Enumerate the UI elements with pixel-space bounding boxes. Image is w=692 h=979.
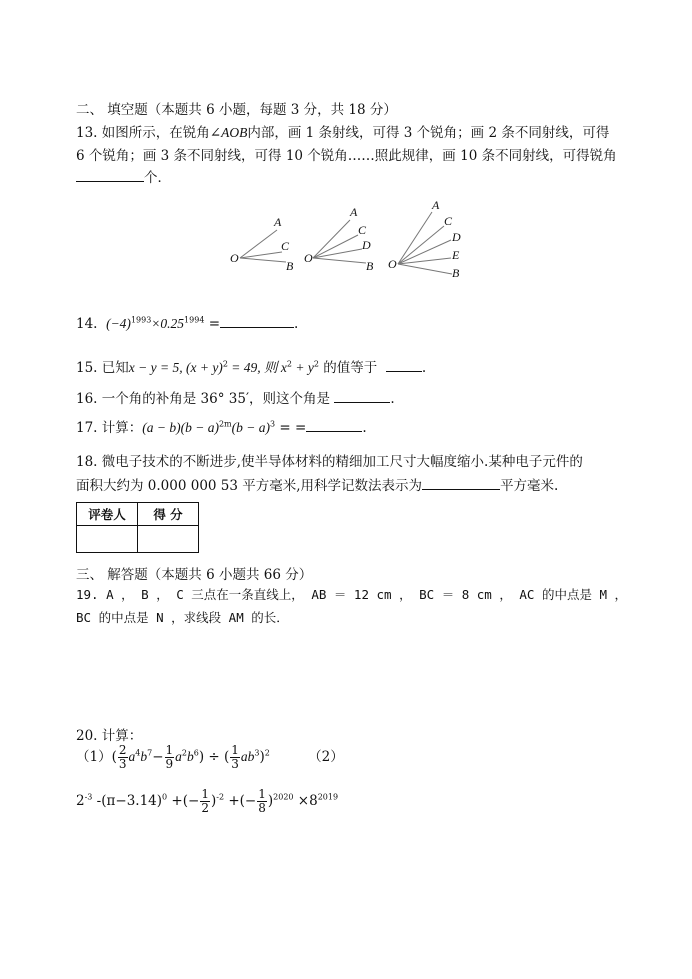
q18-post: 平方毫米. bbox=[500, 478, 559, 494]
q15-end: . bbox=[421, 360, 427, 376]
q20-p1-t1: a bbox=[128, 749, 136, 764]
fig3-label-d: D bbox=[452, 230, 461, 244]
frac-numerator: 2 bbox=[118, 743, 127, 757]
q20-p1-frac3 bbox=[230, 744, 240, 771]
frac-denominator: 2 bbox=[201, 801, 209, 815]
fig1-label-c: C bbox=[281, 239, 290, 253]
q20-p1-t2e: 2 bbox=[181, 748, 187, 758]
q19-line1: 19. A ， B ， C 三点在一条直线上， AB ＝ 12 cm ， BC ＝ 8 cm ， AC 的中点是 M ， bbox=[76, 587, 628, 602]
q17-expr2: (b − a) bbox=[231, 420, 271, 435]
q20-p2-d: +(− bbox=[224, 793, 257, 809]
fig3-ray-oe bbox=[398, 258, 451, 264]
q14-base: (−4) bbox=[106, 316, 131, 331]
q15 bbox=[76, 356, 426, 376]
frac-denominator: 9 bbox=[165, 757, 174, 771]
fig3-ray-oc bbox=[398, 226, 444, 264]
q18-line1: 18. 微电子技术的不断进步,使半导体材料的精细加工尺寸大幅度缩小.某种电子元件的 bbox=[76, 454, 583, 470]
q20-p1-minus: − bbox=[152, 749, 164, 765]
q13-figure bbox=[226, 198, 476, 284]
q17-pre: 17. 计算： bbox=[76, 420, 143, 436]
q13-tail: 个． bbox=[144, 170, 171, 186]
q17-end: . bbox=[362, 420, 367, 436]
q17-exp1: 2m bbox=[218, 419, 232, 429]
frac-numerator: 1 bbox=[201, 787, 209, 801]
score-cell-score[interactable] bbox=[138, 526, 199, 553]
q19-line2: BC 的中点是 N ，求线段 AM 的长． bbox=[76, 610, 289, 625]
q15-expr: x − y = 5, (x + y) bbox=[128, 360, 223, 375]
q20-p2-frac2 bbox=[257, 788, 267, 815]
q20-p1-t2b: b bbox=[186, 749, 194, 764]
q20-p2-ce: ) bbox=[210, 793, 217, 809]
q20-p1-t2be: 6 bbox=[193, 748, 199, 758]
q14-number: 14. bbox=[76, 316, 98, 332]
frac-numerator: 1 bbox=[258, 787, 266, 801]
q20-part1 bbox=[76, 744, 344, 771]
q16-answer-blank[interactable] bbox=[334, 389, 390, 403]
q20-part2 bbox=[76, 788, 338, 815]
q20-p2-de: ) bbox=[267, 793, 274, 809]
fig2-ray-ob bbox=[313, 258, 366, 263]
section2-heading: 二、 填空题（本题共 6 小题，每题 3 分，共 18 分） bbox=[76, 102, 397, 118]
q20-p2-frac1 bbox=[200, 788, 210, 815]
fig3-ray-ob bbox=[398, 264, 452, 274]
q13-angle: AOB bbox=[221, 125, 248, 140]
q13-text-b: 内部，画 1 条射线，可得 3 个锐角；画 2 条不同射线，可得 bbox=[247, 125, 610, 141]
fig1-label-a: A bbox=[274, 215, 282, 229]
q20-p2-e: ×8 bbox=[293, 793, 318, 809]
score-table bbox=[76, 502, 199, 553]
q15-sq2: 2 bbox=[286, 359, 292, 369]
q20-p1-sq: 2 bbox=[264, 748, 270, 758]
fig1-label-b: B bbox=[286, 259, 294, 273]
score-header-grader: 评卷人 bbox=[77, 503, 138, 526]
fig2-label-d: D bbox=[362, 238, 371, 252]
fig1-ray-ob bbox=[240, 258, 286, 262]
q14-exp1: 1993 bbox=[130, 315, 152, 325]
q20-p1-t3: ab bbox=[240, 749, 255, 764]
fig1-label-o: O bbox=[230, 251, 239, 265]
q16-end: . bbox=[390, 391, 395, 407]
q14-eq: = bbox=[208, 316, 221, 332]
score-cell-grader[interactable] bbox=[77, 526, 138, 553]
frac-denominator: 8 bbox=[258, 801, 266, 815]
q20-p2-eexp: 2019 bbox=[317, 792, 339, 802]
fig2-label-b: B bbox=[366, 259, 374, 273]
q20-p2-cexp: -2 bbox=[216, 792, 225, 802]
q15-plus: + y bbox=[291, 360, 314, 375]
q20-p1-frac2 bbox=[165, 744, 175, 771]
q20-p2-ae: -3 bbox=[84, 792, 93, 802]
q20-p1-t1be: 7 bbox=[147, 748, 153, 758]
fig3-label-a: A bbox=[432, 198, 440, 212]
q17-exp2: 3 bbox=[270, 419, 276, 429]
q18-answer-blank[interactable] bbox=[422, 476, 500, 490]
q15-sq1: 2 bbox=[222, 359, 228, 369]
q13-line2: 6 个锐角；画 3 条不同射线，可得 10 个锐角……照此规律，画 10 条不同射线，可得锐角 bbox=[76, 148, 617, 164]
q18-pre: 面积大约为 0.000 000 53 平方毫米,用科学记数法表示为 bbox=[76, 478, 423, 494]
frac-denominator: 3 bbox=[231, 757, 239, 771]
q17-expr1: (a − b)(b − a) bbox=[142, 420, 219, 435]
fig3-label-o: O bbox=[388, 257, 397, 271]
frac-denominator: 3 bbox=[118, 757, 127, 771]
fig3-label-b: B bbox=[452, 266, 460, 280]
q15-sq3: 2 bbox=[313, 359, 319, 369]
q20-title: 20. 计算： bbox=[76, 728, 143, 744]
q14-end: . bbox=[294, 316, 299, 332]
q20-p2-dexp: 2020 bbox=[273, 792, 294, 802]
q15-post: 的值等于 bbox=[318, 360, 378, 376]
q15-pre: 15. 已知 bbox=[76, 360, 129, 376]
q15-answer-blank[interactable] bbox=[386, 358, 422, 372]
q20-p2-label: （2） bbox=[308, 749, 344, 765]
q20-p1-frac1 bbox=[118, 744, 128, 771]
fig3-label-c: C bbox=[444, 214, 453, 228]
q20-p2-a: 2 bbox=[76, 793, 85, 809]
q14-exp2: 1994 bbox=[184, 315, 205, 325]
q20-p2-be: 0 bbox=[162, 792, 168, 802]
q16-text: 16. 一个角的补角是 36° 35′，则这个角是 bbox=[76, 391, 331, 407]
score-header-score: 得 分 bbox=[138, 503, 199, 526]
q20-p1-close: ) bbox=[259, 749, 265, 765]
fig2-ray-oc bbox=[313, 235, 358, 258]
q13-answer-blank[interactable] bbox=[76, 168, 144, 182]
q17-eq: = = bbox=[275, 420, 307, 436]
q20-p2-b: -(π−3.14) bbox=[92, 793, 163, 809]
q20-p1-t2: a bbox=[175, 749, 182, 764]
q14-times: ×0.25 bbox=[151, 316, 185, 331]
fig3-label-e: E bbox=[452, 248, 460, 262]
q13-text-a: 13. 如图所示，在锐角∠ bbox=[76, 125, 222, 141]
q20-p1-label: （1）( bbox=[76, 749, 117, 765]
q15-mid: = 49, 则 x bbox=[227, 360, 287, 375]
fig2-label-a: A bbox=[350, 205, 358, 219]
q13-line1 bbox=[76, 121, 609, 141]
section3-heading: 三、 解答题（本题共 6 小题共 66 分） bbox=[76, 567, 313, 583]
q20-p1-t1e: 4 bbox=[135, 748, 141, 758]
q20-p1-t3e: 3 bbox=[254, 748, 260, 758]
q20-p1-t1b: b bbox=[140, 749, 148, 764]
q20-p1-div: ) ÷ ( bbox=[198, 749, 230, 765]
frac-numerator: 1 bbox=[231, 743, 239, 757]
q14-answer-blank[interactable] bbox=[220, 314, 294, 328]
q13-line3 bbox=[76, 166, 171, 186]
q20-p2-c: +(− bbox=[167, 793, 200, 809]
q17-answer-blank[interactable] bbox=[306, 418, 362, 432]
frac-numerator: 1 bbox=[165, 743, 174, 757]
q18-line2 bbox=[76, 474, 558, 494]
q16 bbox=[76, 387, 395, 407]
q14 bbox=[76, 314, 298, 332]
fig2-label-o: O bbox=[304, 251, 313, 265]
q17 bbox=[76, 416, 367, 436]
fig2-label-c: C bbox=[358, 223, 367, 237]
